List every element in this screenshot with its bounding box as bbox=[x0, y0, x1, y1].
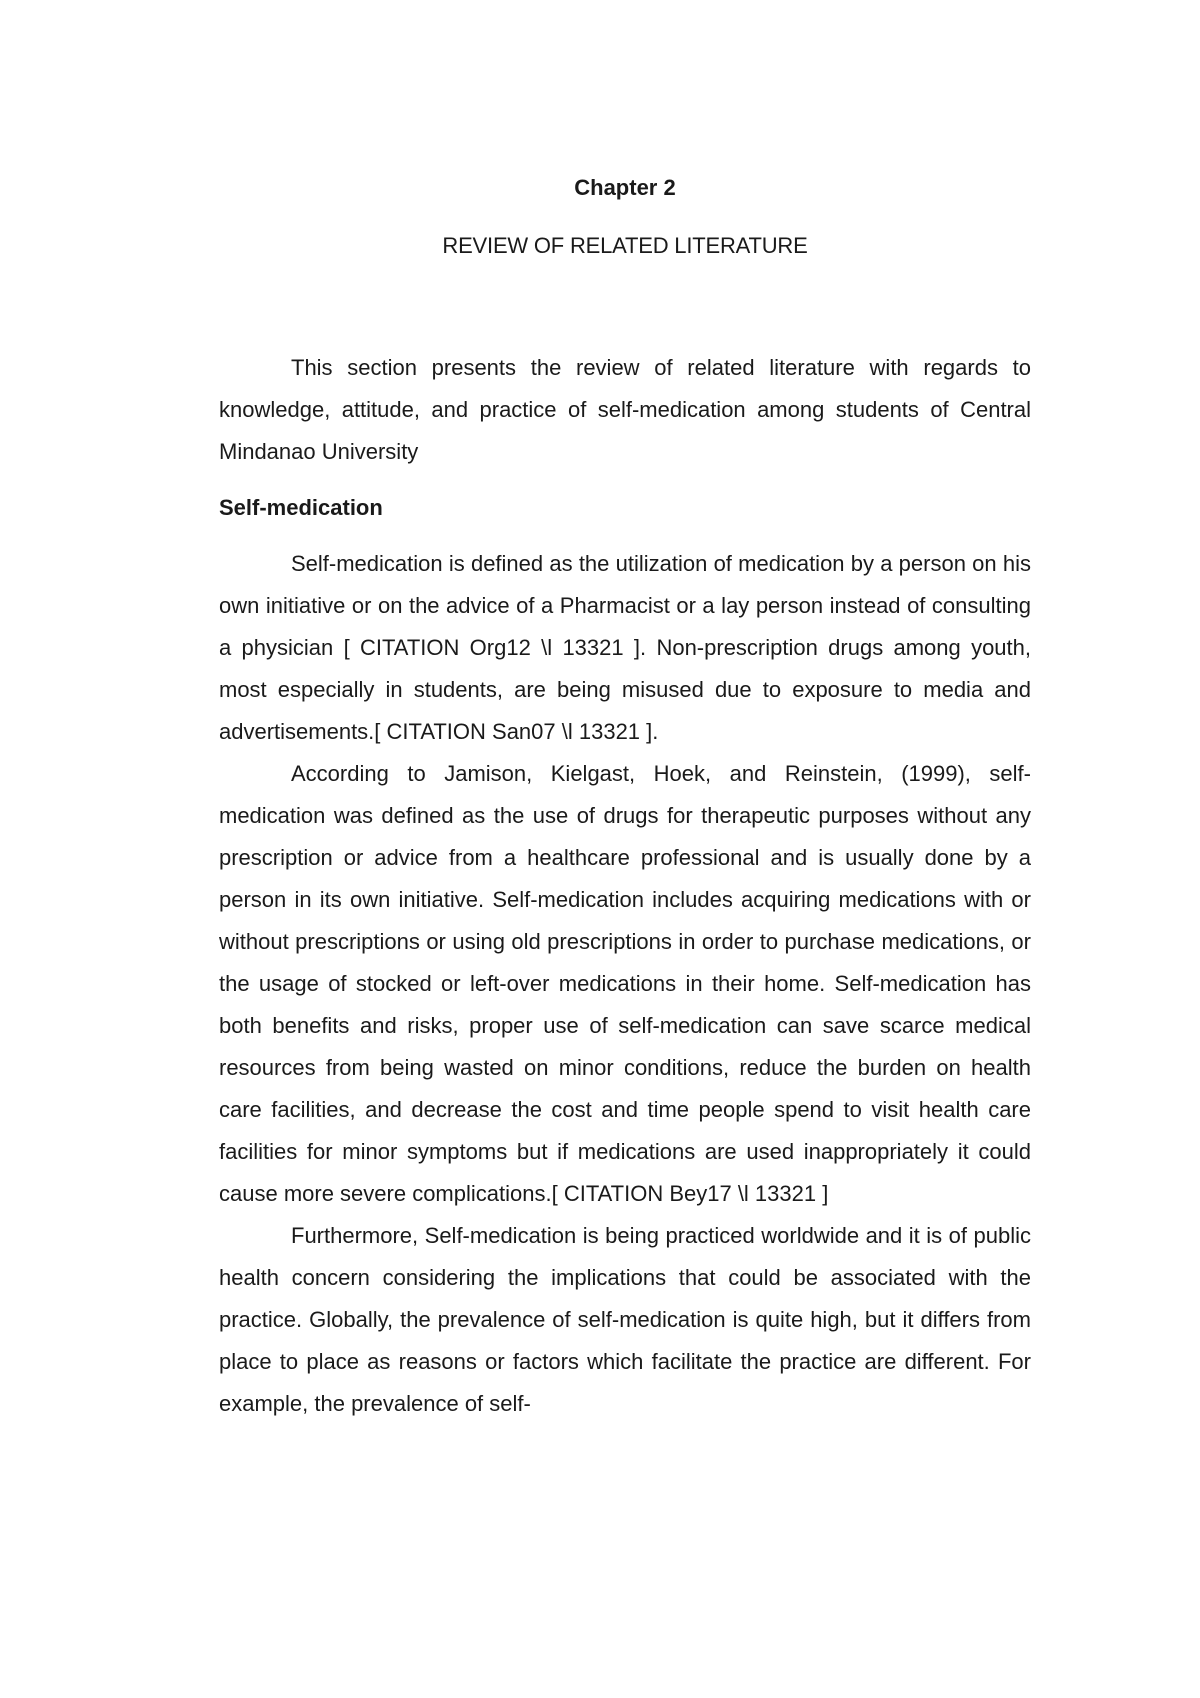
body-paragraph: Self-medication is defined as the utilization of medication by a person on his own initiative or on the advice of a Pharmacist or a lay person instead of consulting a physician [ CITATION Org12 \l 13321 ]. Non-prescription drugs among youth, most especially in students, are being misused due to exposure to media and advertisements.[ CITATION San07 \l 13321 ]. bbox=[219, 551, 1031, 744]
body-paragraph: According to Jamison, Kielgast, Hoek, and Reinstein, (1999), self-medication was defined as the use of drugs for therapeutic purposes without any prescription or advice from a healthcare professional and is usually done by a person in its own initiative. Self-medication includes acquiring medications with or without prescriptions or using old prescriptions in order to purchase medications, or the usage of stocked or left-over medications in their home. Self-medication has both benefits and risks, proper use of self-medication can save scarce medical resources from being wasted on minor conditions, reduce the burden on health care facilities, and decrease the cost and time people spend to visit health care facilities for minor symptoms but if medications are used inappropriately it could cause more severe complications.[ CITATION Bey17 \l 13321 ] bbox=[219, 761, 1031, 1206]
page-content bbox=[219, 171, 1031, 1425]
section-heading: Self-medication bbox=[219, 495, 383, 520]
intro-paragraph: This section presents the review of related literature with regards to knowledge, attitude, and practice of self-medication among students of Central Mindanao University bbox=[219, 355, 1031, 464]
chapter-label: Chapter 2 bbox=[574, 175, 676, 200]
body-paragraph: Furthermore, Self-medication is being practiced worldwide and it is of public health concern considering the implications that could be associated with the practice. Globally, the prevalence of self-medication is quite high, but it differs from place to place as reasons or factors which facilitate the practice are different. For example, the prevalence of self- bbox=[219, 1223, 1031, 1416]
chapter-title: REVIEW OF RELATED LITERATURE bbox=[442, 233, 808, 258]
